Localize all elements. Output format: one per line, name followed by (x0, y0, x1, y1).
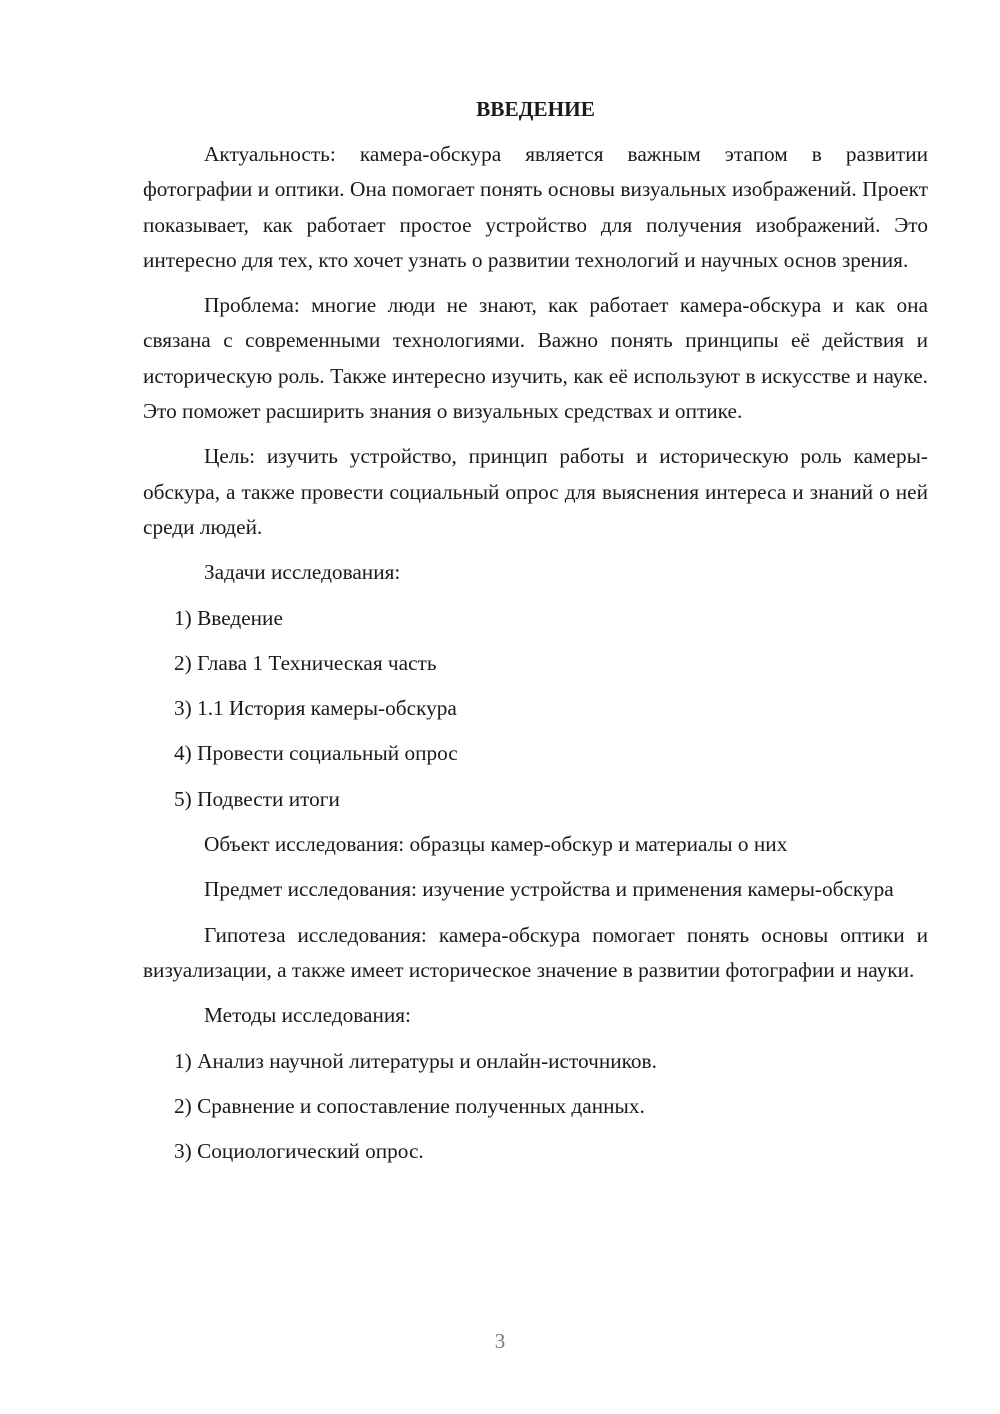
section-title: ВВЕДЕНИЕ (476, 97, 595, 121)
method-item: 3) Социологический опрос. (174, 1139, 424, 1164)
task-item: 2) Глава 1 Техническая часть (174, 650, 437, 675)
goal-paragraph: Цель: изучить устройство, принцип работы и историческую роль камеры-обскура, а также провести социальный опрос для выяснения интереса и знаний о ней среди людей. (143, 444, 928, 539)
hypothesis-paragraph: Гипотеза исследования: камера-обскура помогает понять основы оптики и визуализации, а также имеет историческое значение в развитии фотографии и науки. (143, 922, 928, 982)
page-number: 3 (494, 1329, 506, 1353)
methods-heading: Методы исследования: (204, 1003, 411, 1028)
tasks-heading: Задачи исследования: (204, 560, 401, 585)
task-item: 1) Введение (174, 605, 283, 630)
relevance-paragraph: Актуальность: камера-обскура является важным этапом в развитии фотографии и оптики. Она помогает понять основы визуальных изображений. Проект показывает, как работает простое устройство для получения изображений. Это интересно для тех, кто хочет узнать о развитии технологий и научных основ зрения. (143, 142, 928, 272)
object-paragraph: Объект исследования: образцы камер-обскур и материалы о них (204, 832, 788, 857)
task-item: 4) Провести социальный опрос (174, 741, 458, 766)
method-item: 1) Анализ научной литературы и онлайн-источников. (174, 1048, 657, 1073)
task-item: 3) 1.1 История камеры-обскура (174, 696, 457, 721)
problem-paragraph: Проблема: многие люди не знают, как работает камера-обскура и как она связана с современными технологиями. Важно понять принципы её действия и историческую роль. Также интересно изучить, как её используют в искусстве и науке. Это поможет расширить знания о визуальных средствах и оптике. (143, 293, 928, 424)
document-page (143, 92, 928, 1179)
method-item: 2) Сравнение и сопоставление полученных данных. (174, 1093, 645, 1118)
subject-paragraph: Предмет исследования: изучение устройства и применения камеры-обскура (204, 877, 894, 902)
task-item: 5) Подвести итоги (174, 786, 340, 811)
